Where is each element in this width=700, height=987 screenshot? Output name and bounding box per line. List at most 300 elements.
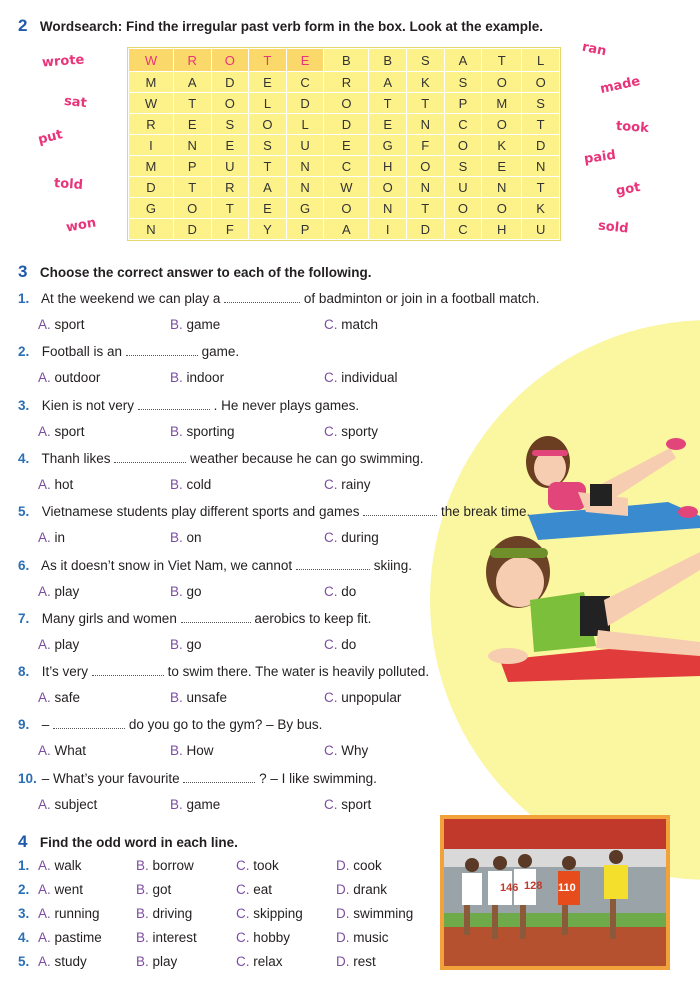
- grid-cell: O: [369, 177, 407, 198]
- question: [18, 397, 359, 413]
- question-number: 3.: [18, 397, 30, 413]
- answer-blank[interactable]: [363, 503, 437, 516]
- option-a[interactable]: [38, 797, 97, 812]
- section-4-header: [18, 832, 238, 852]
- grid-cell: T: [211, 198, 249, 219]
- grid-cell: O: [249, 114, 287, 135]
- right-word: made: [598, 73, 642, 98]
- option-letter: B.: [136, 930, 149, 945]
- question-text-before: –: [41, 717, 50, 733]
- option-letter: C.: [324, 476, 338, 492]
- question-text-after: aerobics to keep fit.: [254, 610, 372, 626]
- grid-cell: M: [129, 156, 174, 177]
- question-text-before: At the weekend we can play a: [41, 291, 221, 306]
- bib-number: 128: [524, 880, 543, 892]
- grid-row: [129, 135, 560, 156]
- row-number: 4.: [18, 930, 30, 945]
- option-text: play: [152, 954, 178, 969]
- grid-cell: I: [369, 219, 407, 240]
- grid-cell: E: [369, 114, 407, 135]
- grid-cell: N: [173, 135, 211, 156]
- option-letter: B.: [170, 796, 183, 812]
- grid-cell: K: [406, 72, 444, 93]
- option-letter: A.: [38, 636, 51, 652]
- grid-cell: W: [324, 177, 369, 198]
- bottom-girl-arm: [488, 648, 528, 664]
- question-text-after: game.: [201, 344, 240, 360]
- grid-row: [129, 156, 560, 177]
- option-b[interactable]: [170, 690, 227, 705]
- option-c[interactable]: [236, 930, 290, 945]
- section-title: Choose the correct answer to each of the following.: [39, 265, 372, 280]
- option-text: do: [341, 636, 357, 652]
- option-a[interactable]: [38, 743, 86, 758]
- runner-head: [518, 854, 532, 868]
- grid-cell: N: [369, 198, 407, 219]
- option-letter: A.: [38, 530, 51, 546]
- option-c[interactable]: [324, 637, 356, 652]
- runner-head: [609, 850, 623, 864]
- option-text: How: [186, 743, 214, 759]
- grid-cell: K: [482, 135, 522, 156]
- option-b[interactable]: [136, 906, 192, 921]
- option-text: study: [54, 954, 87, 969]
- option-text: cook: [353, 858, 382, 873]
- option-letter: B.: [170, 370, 183, 386]
- runner: [604, 865, 628, 899]
- question-text-before: Kien is not very: [41, 397, 135, 413]
- aerobics-girls-illustration: [478, 420, 700, 690]
- question-text-before: Football is an: [41, 344, 123, 360]
- runner-head: [562, 856, 576, 870]
- option-letter: B.: [170, 690, 183, 706]
- option-letter: B.: [170, 476, 183, 492]
- right-word: ran: [580, 39, 608, 60]
- option-b[interactable]: [136, 858, 194, 873]
- grid-cell: E: [249, 198, 287, 219]
- grid-cell: L: [286, 114, 324, 135]
- question-number: 7.: [18, 610, 30, 626]
- question-text-after: of badminton or join in a football match.: [303, 291, 540, 306]
- bottom-girl-raised-leg: [604, 552, 700, 626]
- option-b[interactable]: [136, 882, 171, 897]
- option-text: during: [341, 530, 379, 546]
- grid-cell: N: [286, 156, 324, 177]
- option-letter: C.: [324, 743, 338, 759]
- row-number: 5.: [18, 954, 30, 969]
- grid-cell: P: [286, 219, 324, 240]
- option-b[interactable]: [170, 584, 202, 599]
- grid-cell: O: [444, 198, 482, 219]
- option-a[interactable]: [38, 477, 73, 492]
- option-text: music: [353, 930, 389, 945]
- grid-cell: D: [129, 177, 174, 198]
- grid-row: [129, 219, 560, 240]
- option-text: sporty: [341, 423, 379, 439]
- option-letter: C.: [324, 530, 338, 546]
- grid-cell: D: [173, 219, 211, 240]
- section-number: 2: [18, 16, 28, 35]
- grid-cell: P: [444, 93, 482, 114]
- grid-cell: A: [369, 72, 407, 93]
- grid-cell: C: [444, 219, 482, 240]
- option-letter: C.: [324, 583, 338, 599]
- grid-cell: M: [129, 72, 174, 93]
- question: [18, 663, 429, 679]
- grid-cell: E: [324, 135, 369, 156]
- grid-cell: T: [482, 49, 522, 72]
- option-b[interactable]: [170, 370, 224, 385]
- left-word: put: [36, 127, 65, 148]
- grid-cell: S: [211, 114, 249, 135]
- option-text: eat: [253, 882, 273, 897]
- grid-cell: L: [249, 93, 287, 114]
- left-word: told: [53, 176, 84, 193]
- answer-blank[interactable]: [138, 397, 210, 410]
- grid-cell: N: [129, 219, 174, 240]
- option-b[interactable]: [136, 954, 177, 969]
- option-b[interactable]: [170, 743, 214, 758]
- option-a[interactable]: [38, 637, 79, 652]
- option-c[interactable]: [236, 882, 272, 897]
- runner-leg: [464, 905, 470, 935]
- option-text: go: [186, 636, 202, 652]
- answer-blank[interactable]: [126, 343, 198, 356]
- runners-photo: [440, 815, 670, 970]
- option-text: hot: [54, 476, 74, 492]
- runner-leg: [610, 899, 616, 939]
- runner-leg: [520, 905, 526, 939]
- runner-leg: [492, 905, 498, 939]
- grid-cell: A: [249, 177, 287, 198]
- option-c[interactable]: [324, 797, 371, 812]
- option-a[interactable]: [38, 882, 83, 897]
- grid-cell: H: [482, 219, 522, 240]
- runner: [462, 873, 482, 905]
- grid-cell: R: [129, 114, 174, 135]
- option-text: go: [186, 583, 202, 599]
- option-text: got: [152, 882, 172, 897]
- option-text: running: [54, 906, 100, 921]
- right-word: got: [614, 179, 642, 200]
- option-letter: B.: [170, 317, 183, 332]
- option-letter: C.: [324, 370, 338, 386]
- option-b[interactable]: [170, 637, 202, 652]
- grid-cell: G: [286, 198, 324, 219]
- grid-cell: D: [406, 219, 444, 240]
- grid-cell: O: [482, 198, 522, 219]
- option-letter: A.: [38, 906, 51, 921]
- grid-cell: S: [249, 135, 287, 156]
- option-b[interactable]: [170, 424, 235, 439]
- question-text-after: . He never plays games.: [213, 397, 360, 413]
- option-a[interactable]: [38, 954, 87, 969]
- option-a[interactable]: [38, 370, 100, 385]
- option-c[interactable]: [324, 584, 356, 599]
- grid-cell: D: [286, 93, 324, 114]
- option-letter: C.: [324, 690, 338, 706]
- option-d[interactable]: [336, 882, 387, 897]
- option-d[interactable]: [336, 858, 382, 873]
- grid-cell: N: [406, 177, 444, 198]
- answer-blank[interactable]: [181, 610, 251, 623]
- answer-blank[interactable]: [296, 557, 370, 570]
- grid-cell: R: [173, 49, 211, 72]
- question-number: 5.: [18, 504, 30, 520]
- option-letter: B.: [170, 530, 183, 546]
- grid-cell: D: [211, 72, 249, 93]
- option-letter: A.: [38, 858, 51, 873]
- option-c[interactable]: [324, 424, 378, 439]
- option-c[interactable]: [324, 370, 398, 385]
- grid-cell: O: [173, 198, 211, 219]
- question: [18, 770, 377, 786]
- section-number: 3: [18, 262, 28, 281]
- option-letter: A.: [38, 882, 51, 897]
- grid-cell: W: [129, 49, 174, 72]
- option-a[interactable]: [38, 930, 102, 945]
- question-number: 6.: [18, 557, 30, 573]
- option-letter: A.: [38, 317, 51, 332]
- option-c[interactable]: [324, 530, 379, 545]
- row-number: 2.: [18, 882, 30, 897]
- question-text-after: skiing.: [373, 557, 412, 573]
- option-text: game: [186, 317, 221, 332]
- section-title: Find the odd word in each line.: [39, 835, 238, 850]
- option-letter: C.: [236, 858, 250, 873]
- grid-cell: D: [324, 114, 369, 135]
- question-text-before: Many girls and women: [41, 610, 177, 626]
- option-letter: B.: [170, 636, 183, 652]
- option-c[interactable]: [324, 690, 401, 705]
- option-text: indoor: [186, 370, 225, 386]
- question: [18, 290, 540, 306]
- grid-cell: Y: [249, 219, 287, 240]
- grid-cell: T: [369, 93, 407, 114]
- option-letter: A.: [38, 370, 51, 386]
- grid-cell: O: [444, 135, 482, 156]
- grid-cell: B: [324, 49, 369, 72]
- option-letter: B.: [136, 906, 149, 921]
- option-letter: A.: [38, 930, 51, 945]
- option-text: unsafe: [186, 690, 228, 706]
- option-a[interactable]: [38, 530, 65, 545]
- photo-grass: [444, 913, 666, 927]
- option-letter: A.: [38, 954, 51, 969]
- question: [18, 450, 423, 466]
- odd-word-row: [18, 930, 438, 948]
- bottom-girl-headband: [490, 548, 548, 558]
- grid-cell: S: [444, 156, 482, 177]
- top-girl-shorts: [590, 484, 612, 506]
- bib-number: 146: [500, 882, 519, 894]
- section-number: 4: [18, 832, 28, 851]
- grid-row: [129, 177, 560, 198]
- grid-cell: S: [522, 93, 560, 114]
- question: [18, 716, 322, 732]
- option-b[interactable]: [170, 797, 220, 812]
- option-c[interactable]: [324, 477, 371, 492]
- question-number: 10.: [18, 770, 37, 786]
- grid-cell: T: [406, 93, 444, 114]
- grid-cell: S: [444, 72, 482, 93]
- question-text-before: Vietnamese students play different sports and games: [41, 504, 360, 520]
- odd-word-row: [18, 906, 438, 924]
- question-text-after: the break time.: [441, 504, 531, 520]
- grid-cell: T: [522, 114, 560, 135]
- right-word: sold: [597, 218, 630, 237]
- option-text: in: [54, 530, 66, 546]
- grid-cell: M: [482, 93, 522, 114]
- answer-blank[interactable]: [53, 716, 125, 729]
- grid-cell: N: [406, 114, 444, 135]
- option-a[interactable]: [38, 584, 79, 599]
- option-letter: B.: [170, 423, 183, 439]
- option-letter: A.: [38, 583, 51, 599]
- option-text: do: [341, 583, 357, 599]
- option-text: sport: [54, 423, 85, 439]
- grid-cell: U: [444, 177, 482, 198]
- option-text: took: [253, 858, 279, 873]
- grid-cell: T: [173, 93, 211, 114]
- option-text: on: [186, 530, 202, 546]
- option-text: drank: [353, 882, 388, 897]
- question-number: 9.: [18, 717, 30, 733]
- left-word: won: [64, 215, 98, 236]
- option-b[interactable]: [136, 930, 197, 945]
- option-text: match: [341, 317, 379, 332]
- grid-cell: N: [522, 156, 560, 177]
- option-text: sport: [341, 796, 372, 812]
- grid-cell: O: [211, 49, 249, 72]
- option-text: walk: [54, 858, 82, 873]
- grid-cell: C: [444, 114, 482, 135]
- right-word: took: [615, 118, 650, 137]
- grid-cell: N: [286, 177, 324, 198]
- grid-cell: R: [324, 72, 369, 93]
- option-a[interactable]: [38, 690, 80, 705]
- section-title: Wordsearch: Find the irregular past verb form in the box. Look at the example.: [39, 19, 544, 34]
- answer-blank[interactable]: [92, 663, 164, 676]
- option-letter: A.: [38, 690, 51, 706]
- runner-head: [493, 856, 507, 870]
- option-d[interactable]: [336, 906, 413, 921]
- option-text: hobby: [253, 930, 291, 945]
- odd-word-row: [18, 954, 438, 972]
- grid-cell: E: [286, 49, 324, 72]
- section-3-header: [18, 262, 371, 282]
- wordsearch-grid: [127, 47, 561, 241]
- grid-cell: S: [406, 49, 444, 72]
- option-letter: C.: [324, 423, 338, 439]
- grid-cell: B: [369, 49, 407, 72]
- question-text-after: ? – I like swimming.: [259, 770, 377, 786]
- option-text: outdoor: [54, 370, 101, 386]
- option-d[interactable]: [336, 954, 376, 969]
- grid-cell: E: [211, 135, 249, 156]
- row-number: 1.: [18, 858, 30, 873]
- grid-cell: T: [249, 156, 287, 177]
- grid-cell: U: [522, 219, 560, 240]
- option-b[interactable]: [170, 317, 220, 332]
- option-text: borrow: [152, 858, 194, 873]
- row-number: 3.: [18, 906, 30, 921]
- grid-cell: O: [522, 72, 560, 93]
- question-text-after: do you go to the gym? – By bus.: [128, 717, 323, 733]
- option-letter: D.: [336, 906, 350, 921]
- question-text-before: It’s very: [41, 664, 89, 680]
- option-c[interactable]: [236, 954, 283, 969]
- option-text: game: [186, 796, 221, 812]
- grid-cell: E: [173, 114, 211, 135]
- question-text-before: – What’s your favourite: [41, 770, 180, 786]
- runner-leg: [562, 905, 568, 935]
- option-letter: D.: [336, 954, 350, 969]
- option-letter: C.: [236, 930, 250, 945]
- option-text: driving: [152, 906, 193, 921]
- option-c[interactable]: [236, 906, 303, 921]
- option-text: interest: [152, 930, 197, 945]
- grid-cell: E: [249, 72, 287, 93]
- option-text: pastime: [54, 930, 102, 945]
- grid-cell: T: [406, 198, 444, 219]
- option-a[interactable]: [38, 424, 85, 439]
- option-letter: B.: [136, 882, 149, 897]
- grid-cell: O: [324, 198, 369, 219]
- option-a[interactable]: [38, 317, 85, 332]
- odd-word-row: [18, 882, 438, 900]
- option-text: skipping: [253, 906, 303, 921]
- bib-number: 110: [558, 882, 576, 894]
- grid-row: [129, 93, 560, 114]
- option-d[interactable]: [336, 930, 389, 945]
- runner-head: [465, 858, 479, 872]
- option-text: play: [54, 636, 80, 652]
- option-letter: C.: [324, 796, 338, 812]
- option-letter: B.: [170, 583, 183, 599]
- grid-cell: T: [249, 49, 287, 72]
- grid-cell: P: [173, 156, 211, 177]
- option-b[interactable]: [170, 477, 211, 492]
- grid-cell: C: [286, 72, 324, 93]
- grid-cell: O: [324, 93, 369, 114]
- top-girl-headband: [532, 450, 568, 456]
- answer-blank[interactable]: [114, 450, 186, 463]
- top-girl-shoe: [666, 438, 686, 450]
- question-number: 2.: [18, 344, 30, 360]
- option-a[interactable]: [38, 906, 100, 921]
- option-text: play: [54, 583, 80, 599]
- option-c[interactable]: [236, 858, 279, 873]
- option-letter: A.: [38, 423, 51, 439]
- grid-cell: I: [129, 135, 174, 156]
- top-girl-shoe: [678, 506, 698, 518]
- option-b[interactable]: [170, 530, 202, 545]
- option-c[interactable]: [324, 317, 378, 332]
- answer-blank[interactable]: [224, 290, 300, 303]
- grid-cell: F: [211, 219, 249, 240]
- answer-blank[interactable]: [183, 770, 255, 783]
- question-text-before: As it doesn’t snow in Viet Nam, we cannot: [41, 557, 293, 573]
- option-text: rest: [353, 954, 376, 969]
- option-c[interactable]: [324, 743, 368, 758]
- section-2-header: [18, 16, 543, 36]
- option-letter: D.: [336, 930, 350, 945]
- option-letter: C.: [236, 954, 250, 969]
- option-text: unpopular: [341, 690, 402, 706]
- option-a[interactable]: [38, 858, 82, 873]
- grid-cell: T: [173, 177, 211, 198]
